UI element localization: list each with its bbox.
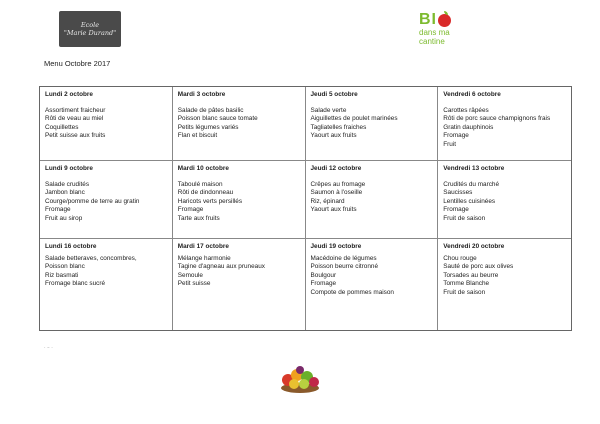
day-title: Jeudi 19 octobre — [310, 243, 362, 250]
page-title: Menu Octobre 2017 — [44, 59, 111, 68]
fruit-basket-icon — [278, 362, 322, 394]
dish-item: Aiguillettes de poulet marinées — [310, 115, 398, 123]
day-title: Jeudi 12 octobre — [310, 165, 362, 172]
dish-item: Fromage — [45, 206, 71, 214]
dish-item: Mélange harmonie — [177, 255, 231, 262]
dish-item: Jambon blanc — [45, 189, 85, 197]
menu-day-cell — [173, 87, 306, 161]
dish-item: Fromage — [177, 206, 204, 214]
dish-item: Riz, épinard — [310, 197, 345, 205]
day-title: Lundi 16 octobre — [45, 243, 97, 250]
dish-item: Fruit — [443, 140, 457, 148]
pencil-mark: · – · — [44, 345, 53, 351]
dish-item: Taboulé maison — [177, 181, 223, 188]
school-logo-line-2: "Marie Durand" — [63, 29, 117, 37]
dish-item: Fruit de saison — [443, 214, 486, 222]
menu-day-cell — [40, 239, 173, 330]
dish-item: Coquillettes — [45, 123, 79, 131]
dish-item: Lentilles cuisinées — [443, 197, 496, 205]
apple-icon — [438, 14, 451, 27]
dish-item: Poisson beurre citronné — [310, 263, 378, 271]
dish-item: Poisson blanc — [45, 263, 85, 271]
dish-item: Rôti de porc sauce champignons frais — [443, 115, 551, 123]
school-logo-line-1: Ecole — [80, 21, 100, 29]
menu-day-cell — [438, 239, 571, 330]
dish-item: Semoule — [177, 271, 203, 279]
dish-item: Saumon à l'oseille — [310, 189, 363, 197]
menu-day-cell — [40, 161, 173, 239]
dish-item: Fromage — [443, 206, 469, 214]
dish-item: Torsades au beurre — [443, 271, 499, 279]
dish-item: Gratin dauphinois — [443, 123, 494, 131]
dish-item: Courge/pomme de terre au gratin — [45, 197, 140, 205]
dish-item: Fruit au sirop — [45, 214, 83, 222]
menu-day-cell — [438, 87, 571, 161]
dish-item: Carottes râpées — [443, 107, 489, 114]
menu-day-cell — [173, 161, 306, 239]
menu-day-cell — [306, 161, 439, 239]
dish-item: Fromage — [443, 132, 469, 140]
bio-logo-sub-2: cantine — [419, 37, 445, 46]
bio-logo-sub-1: dans ma — [419, 28, 450, 37]
dish-item: Yaourt aux fruits — [310, 206, 357, 214]
dish-item: Salade betteraves, concombres, — [45, 255, 137, 262]
day-title: Lundi 9 octobre — [45, 165, 93, 172]
dish-item: Macédoine de légumes — [310, 255, 377, 262]
dish-item: Sauté de porc aux olives — [443, 263, 514, 271]
dish-item: Salade de pâtes basilic — [177, 107, 244, 114]
dish-item: Fromage — [310, 280, 337, 288]
day-title: Vendredi 20 octobre — [443, 243, 505, 250]
menu-day-cell — [306, 239, 439, 330]
day-title: Mardi 10 octobre — [177, 165, 229, 172]
day-title: Vendredi 6 octobre — [443, 91, 501, 98]
dish-item: Chou rouge — [443, 255, 477, 262]
menu-day-cell — [40, 87, 173, 161]
dish-item: Riz basmati — [45, 271, 79, 279]
menu-day-cell — [438, 161, 571, 239]
dish-item: Tagliatelles fraiches — [310, 123, 367, 131]
dish-item: Petit suisse — [177, 280, 211, 288]
dish-item: Fruit de saison — [443, 288, 486, 296]
dish-item: Assortiment fraicheur — [45, 107, 106, 114]
dish-item: Rôti de dindonneau — [177, 189, 234, 197]
day-title: Vendredi 13 octobre — [443, 165, 505, 172]
bio-cantine-logo — [419, 12, 467, 58]
school-logo — [59, 11, 121, 47]
day-title: Mardi 3 octobre — [177, 91, 226, 98]
dish-item: Crudités du marché — [443, 181, 500, 188]
dish-item: Petit suisse aux fruits — [45, 132, 106, 140]
day-title: Mardi 17 octobre — [177, 243, 229, 250]
dish-item: Tomme Blanche — [443, 280, 490, 288]
dish-item: Flan et biscuit — [177, 132, 218, 140]
dish-item: Saucisses — [443, 189, 473, 197]
bio-logo-word — [419, 12, 467, 28]
day-title: Jeudi 5 octobre — [310, 91, 358, 98]
dish-item: Poisson blanc sauce tomate — [177, 115, 258, 123]
menu-day-cell — [173, 239, 306, 330]
dish-item: Compote de pommes maison — [310, 288, 394, 296]
dish-item: Fromage blanc sucré — [45, 280, 106, 288]
dish-item: Yaourt aux fruits — [310, 132, 357, 140]
dish-item: Petits légumes variés — [177, 123, 239, 131]
dish-item: Boulgour — [310, 271, 337, 279]
menu-day-cell — [306, 87, 439, 161]
dish-item: Tagine d'agneau aux pruneaux — [177, 263, 265, 271]
dish-item: Salade crudités — [45, 181, 90, 188]
bio-logo-letters: BI — [419, 11, 437, 28]
dish-item: Rôti de veau au miel — [45, 115, 104, 123]
dish-item: Salade verte — [310, 107, 347, 114]
dish-item: Crêpes au fromage — [310, 181, 366, 188]
dish-item: Tarte aux fruits — [177, 214, 220, 222]
dish-item: Haricots verts persillés — [177, 197, 243, 205]
day-title: Lundi 2 octobre — [45, 91, 93, 98]
menu-grid — [39, 86, 572, 331]
